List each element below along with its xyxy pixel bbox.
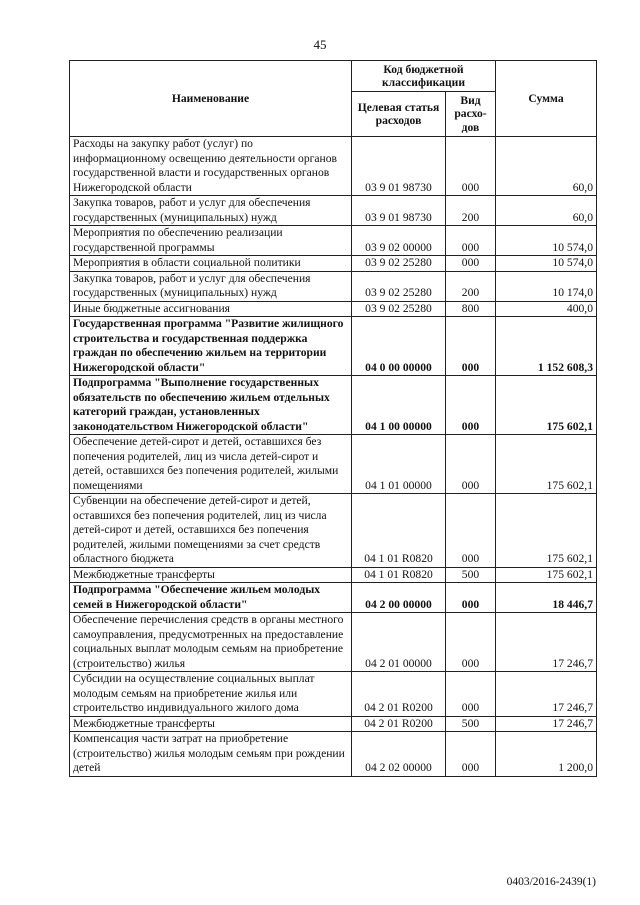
sum-cell: 10 574,0 — [496, 256, 597, 272]
name-cell: Подпрограмма "Обеспечение жильем молодых семей в Нижегородской области" — [70, 583, 352, 613]
budget-table — [69, 60, 597, 777]
code-cell: 04 1 00 00000 — [352, 376, 446, 435]
name-cell: Мероприятия по обеспечению реализации государственной программы — [70, 226, 352, 256]
table-row — [70, 271, 597, 301]
code-cell: 04 1 01 00000 — [352, 435, 446, 494]
table-row — [70, 567, 597, 583]
sum-cell: 17 246,7 — [496, 716, 597, 732]
name-cell: Межбюджетные трансферты — [70, 567, 352, 583]
sum-cell: 60,0 — [496, 137, 597, 196]
name-cell: Обеспечение перечисления средств в органы местного самоуправления, предусмотренных на предоставление социальных выплат молодым семьям на приобретение (строительство) жилья — [70, 613, 352, 672]
code-cell: 03 9 01 98730 — [352, 137, 446, 196]
table-row — [70, 716, 597, 732]
code-cell: 04 2 02 00000 — [352, 732, 446, 777]
code-cell: 03 9 01 98730 — [352, 196, 446, 226]
table-row — [70, 256, 597, 272]
type-cell: 000 — [446, 613, 496, 672]
document-id: 0403/2016-2439(1) — [506, 876, 596, 888]
sum-cell: 60,0 — [496, 196, 597, 226]
code-cell: 03 9 02 00000 — [352, 226, 446, 256]
name-cell: Субвенции на обеспечение детей-сирот и детей, оставшихся без попечения родителей, лиц из числа детей-сирот и детей, оставшихся без попечения родителей, жилыми помещениями за счет средств областного бюджета — [70, 494, 352, 568]
name-cell: Субсидии на осуществление социальных выплат молодым семьям на приобретение жилья или строительство индивидуального жилого дома — [70, 672, 352, 717]
type-cell: 200 — [446, 271, 496, 301]
type-cell: 000 — [446, 256, 496, 272]
name-cell: Мероприятия в области социальной политики — [70, 256, 352, 272]
sum-cell: 175 602,1 — [496, 376, 597, 435]
table-row — [70, 435, 597, 494]
code-cell: 04 2 01 R0200 — [352, 716, 446, 732]
sum-cell: 175 602,1 — [496, 567, 597, 583]
table-row — [70, 613, 597, 672]
name-cell: Межбюджетные трансферты — [70, 716, 352, 732]
code-cell: 04 1 01 R0820 — [352, 494, 446, 568]
type-cell: 000 — [446, 672, 496, 717]
header-name: Наименование — [70, 61, 352, 137]
sum-cell: 17 246,7 — [496, 613, 597, 672]
name-cell: Иные бюджетные ассигнования — [70, 301, 352, 317]
type-cell: 200 — [446, 196, 496, 226]
header-sum: Сумма — [496, 61, 597, 137]
sum-cell: 1 200,0 — [496, 732, 597, 777]
header-type: Вид расхо-дов — [446, 92, 496, 137]
sum-cell: 400,0 — [496, 301, 597, 317]
code-cell: 04 2 01 R0200 — [352, 672, 446, 717]
code-cell: 04 1 01 R0820 — [352, 567, 446, 583]
name-cell: Закупка товаров, работ и услуг для обеспечения государственных (муниципальных) нужд — [70, 271, 352, 301]
type-cell: 000 — [446, 317, 496, 376]
type-cell: 800 — [446, 301, 496, 317]
table-row — [70, 376, 597, 435]
sum-cell: 18 446,7 — [496, 583, 597, 613]
type-cell: 000 — [446, 376, 496, 435]
type-cell: 000 — [446, 226, 496, 256]
table-header — [70, 61, 597, 137]
name-cell: Расходы на закупку работ (услуг) по информационному освещению деятельности органов государственной власти и государственных органов Нижегородской области — [70, 137, 352, 196]
sum-cell: 10 174,0 — [496, 271, 597, 301]
name-cell: Закупка товаров, работ и услуг для обеспечения государственных (муниципальных) нужд — [70, 196, 352, 226]
header-classification: Код бюджетной классификации — [352, 61, 496, 92]
sum-cell: 10 574,0 — [496, 226, 597, 256]
name-cell: Компенсация части затрат на приобретение (строительство) жилья молодым семьям при рождении детей — [70, 732, 352, 777]
type-cell: 000 — [446, 137, 496, 196]
type-cell: 500 — [446, 716, 496, 732]
type-cell: 000 — [446, 494, 496, 568]
code-cell: 03 9 02 25280 — [352, 256, 446, 272]
type-cell: 500 — [446, 567, 496, 583]
name-cell: Государственная программа "Развитие жилищного строительства и государственная поддержка граждан по обеспечению жильем на территории Нижегородской области" — [70, 317, 352, 376]
sum-cell: 1 152 608,3 — [496, 317, 597, 376]
code-cell: 03 9 02 25280 — [352, 271, 446, 301]
code-cell: 03 9 02 25280 — [352, 301, 446, 317]
code-cell: 04 2 00 00000 — [352, 583, 446, 613]
table-body — [70, 137, 597, 777]
header-target: Целевая статья расходов — [352, 92, 446, 137]
table-row — [70, 196, 597, 226]
table-row — [70, 732, 597, 777]
sum-cell: 175 602,1 — [496, 435, 597, 494]
sum-cell: 17 246,7 — [496, 672, 597, 717]
name-cell: Обеспечение детей-сирот и детей, оставшихся без попечения родителей, лиц из числа детей-сирот и детей, оставшихся без попечения родителей, жилыми помещениями — [70, 435, 352, 494]
type-cell: 000 — [446, 583, 496, 613]
type-cell: 000 — [446, 435, 496, 494]
code-cell: 04 0 00 00000 — [352, 317, 446, 376]
name-cell: Подпрограмма "Выполнение государственных обязательств по обеспечению жильем отдельных категорий граждан, установленных законодательством Нижегородской области" — [70, 376, 352, 435]
table-row — [70, 583, 597, 613]
table-row — [70, 226, 597, 256]
code-cell: 04 2 01 00000 — [352, 613, 446, 672]
table-row — [70, 317, 597, 376]
table-row — [70, 494, 597, 568]
sum-cell: 175 602,1 — [496, 494, 597, 568]
type-cell: 000 — [446, 732, 496, 777]
table-row — [70, 672, 597, 717]
table-row — [70, 137, 597, 196]
page-number: 45 — [313, 37, 327, 52]
table-row — [70, 301, 597, 317]
